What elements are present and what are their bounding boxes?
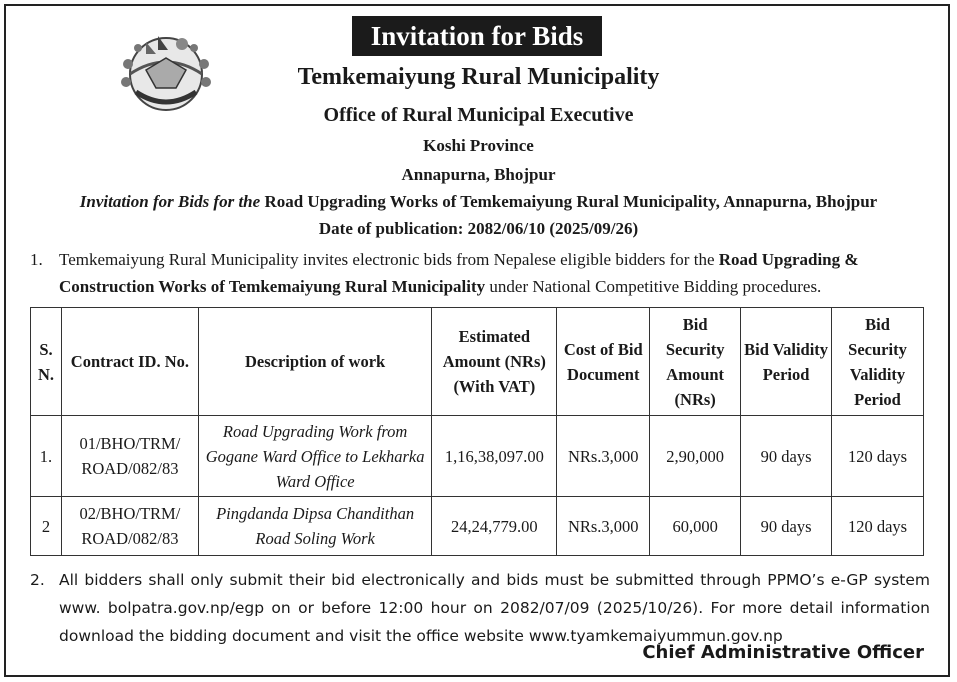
address: Annapurna, Bhojpur	[401, 165, 556, 184]
table-header-row	[31, 308, 924, 416]
cell-validity: 90 days	[741, 497, 832, 556]
col-header-security: Bid Security Amount (NRs)	[650, 308, 741, 416]
paragraph-number: 1.	[30, 250, 43, 269]
cell-security-validity: 120 days	[832, 497, 924, 556]
cell-description: Pingdanda Dipsa Chandithan Road Soling Work	[198, 497, 432, 556]
col-header-security-validity: Bid Security Validity Period	[832, 308, 924, 416]
cell-sn: 1.	[31, 416, 62, 497]
bid-table	[30, 307, 924, 556]
col-header-cost: Cost of Bid Document	[557, 308, 650, 416]
cell-contract: 02/BHO/TRM/ ROAD/082/83	[61, 497, 198, 556]
ifb-rest: Road Upgrading Works of Temkemaiyung Rural Municipality, Annapurna, Bhojpur	[264, 192, 878, 211]
publication-date: Date of publication: 2082/06/10 (2025/09/26)	[318, 219, 639, 238]
cell-amount: 24,24,779.00	[432, 497, 557, 556]
col-header-amount: Estimated Amount (NRs) (With VAT)	[432, 308, 557, 416]
paragraph-text: All bidders shall only submit their bid electronically and bids must be submitted through PPMO’s e-GP system www. bolpatra.gov.np/egp on or before 12:00 hour on 2082/07/09 (2025/10/26). For more detail information download the bidding document and visit the office website www.tyamkemaiyummun.gov.np	[59, 571, 930, 645]
paragraph-bold-text: Road Upgrading & Construction Works of Temkemaiyung Rural Municipality	[59, 250, 859, 296]
col-header-description: Description of work	[198, 308, 432, 416]
cell-cost: NRs.3,000	[557, 497, 650, 556]
cell-amount: 1,16,38,097.00	[432, 416, 557, 497]
table-row	[31, 416, 924, 497]
col-header-sn: S. N.	[31, 308, 62, 416]
paragraph-1	[30, 246, 930, 300]
ifb-heading	[0, 192, 957, 212]
municipality-name: Temkemaiyung Rural Municipality	[297, 64, 660, 90]
cell-security: 60,000	[650, 497, 741, 556]
cell-description: Road Upgrading Work from Gogane Ward Office to Lekharka Ward Office	[198, 416, 432, 497]
office-name: Office of Rural Municipal Executive	[323, 104, 634, 126]
paragraph-text: under National Competitive Bidding procedures.	[485, 277, 822, 296]
signature-title: Chief Administrative Officer	[642, 642, 924, 663]
table-row	[31, 497, 924, 556]
paragraph-number: 2.	[30, 571, 45, 589]
cell-cost: NRs.3,000	[557, 416, 650, 497]
province-name: Koshi Province	[423, 136, 534, 155]
cell-security-validity: 120 days	[832, 416, 924, 497]
col-header-validity: Bid Validity Period	[741, 308, 832, 416]
paragraph-text: Temkemaiyung Rural Municipality invites electronic bids from Nepalese eligible bidders for the	[59, 250, 719, 269]
col-header-contract: Contract ID. No.	[61, 308, 198, 416]
notice-title: Invitation for Bids	[352, 16, 602, 56]
ifb-italic: Invitation for Bids for the	[79, 192, 261, 211]
cell-security: 2,90,000	[650, 416, 741, 497]
paragraph-2	[30, 566, 930, 650]
cell-validity: 90 days	[741, 416, 832, 497]
cell-sn: 2	[31, 497, 62, 556]
cell-contract: 01/BHO/TRM/ ROAD/082/83	[61, 416, 198, 497]
